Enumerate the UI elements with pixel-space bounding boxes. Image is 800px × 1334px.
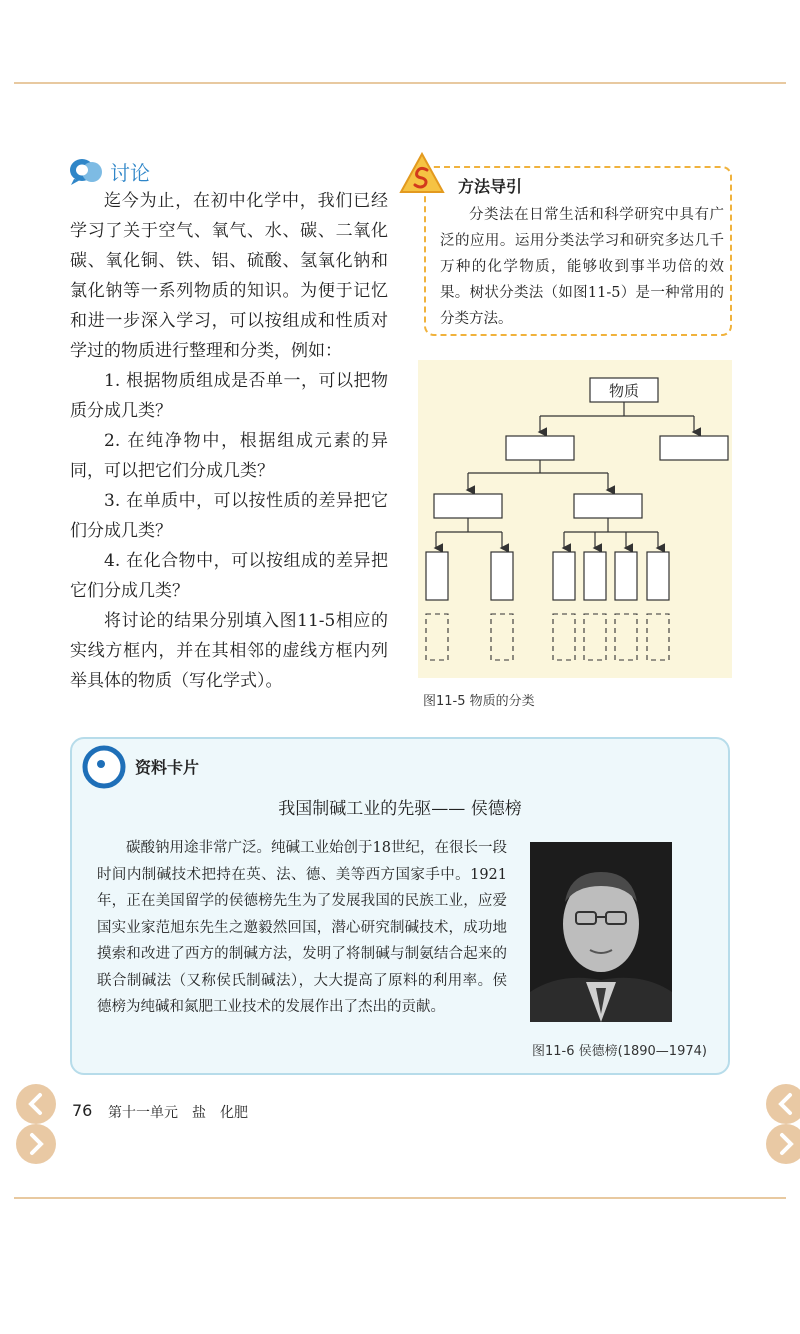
discussion-icon <box>68 155 104 187</box>
next-page-button[interactable] <box>760 1082 800 1166</box>
example-box <box>491 614 513 660</box>
bottom-divider <box>14 1197 786 1199</box>
leaf-box <box>553 552 575 600</box>
unit-topic-salt: 盐 <box>192 1105 206 1121</box>
leaf-box <box>426 552 448 600</box>
discussion-text <box>70 186 388 696</box>
question-1: 1. 根据物质组成是否单一，可以把物质分成几类？ <box>70 371 388 421</box>
example-box <box>426 614 448 660</box>
unit-topic-fertilizer: 化肥 <box>220 1105 248 1121</box>
question-4: 4. 在化合物中，可以按组成的差异把它们分成几类？ <box>70 551 388 601</box>
leaf-box <box>647 552 669 600</box>
leaf-box <box>491 552 513 600</box>
discussion-instruction: 将讨论的结果分别填入图11-5相应的实线方框内，并在其相邻的虚线方框内列举具体的物质（写化学式）。 <box>70 611 388 691</box>
question-2: 2. 在纯净物中，根据组成元素的异同，可以把它们分成几类？ <box>70 431 388 481</box>
discussion-header <box>68 153 150 189</box>
portrait-photo <box>530 842 672 1022</box>
method-guide-title: 方法导引 <box>458 177 523 196</box>
leaf-box <box>615 552 637 600</box>
method-guide-icon <box>398 150 446 198</box>
info-card-label: 资料卡片 <box>135 758 200 777</box>
unit-title <box>108 1102 262 1122</box>
level1-box-left <box>506 436 574 460</box>
unit-label: 第十一单元 <box>108 1105 178 1121</box>
question-3: 3. 在单质中，可以按性质的差异把它们分成几类？ <box>70 491 388 541</box>
level1-box-right <box>660 436 728 460</box>
figure-11-6-caption: 图11-6 侯德榜(1890—1974) <box>532 1044 707 1059</box>
portrait-image <box>530 842 672 1022</box>
info-card-text: 碳酸钠用途非常广泛。纯碱工业始创于18世纪，在很长一段时间内制碱技术把持在英、法、德、美等西方国家手中。1921年，正在美国留学的侯德榜先生为了发展我国的民族工业，应爱国实业家范旭东先生之邀毅然回国，潜心研究制碱技术，成功地摸索和改进了西方的制碱方法，发明了将制碱与制氨结合起来的联合制碱法（又称侯氏制碱法），大大提高了原料的利用率。侯德榜为纯碱和氮肥工业技术的发展作出了杰出的贡献。 <box>97 840 507 1015</box>
level2-box-left <box>434 494 502 518</box>
info-card-title: 我国制碱工业的先驱—— 侯德榜 <box>278 799 522 819</box>
method-guide-text: 分类法在日常生活和科学研究中具有广泛的应用。运用分类法学习和研究多达几千万种的化学物质，能够收到事半功倍的效果。树状分类法（如图11-5）是一种常用的分类方法。 <box>440 207 724 327</box>
tree-diagram <box>418 360 732 678</box>
root-label: 物质 <box>608 382 640 400</box>
example-box <box>615 614 637 660</box>
leaf-box <box>584 552 606 600</box>
example-box <box>584 614 606 660</box>
classification-diagram <box>418 360 732 678</box>
top-divider <box>14 82 786 84</box>
example-box <box>647 614 669 660</box>
example-box <box>553 614 575 660</box>
discussion-title: 讨论 <box>110 160 150 185</box>
figure-11-5-caption: 图11-5 物质的分类 <box>423 694 535 709</box>
prev-page-button[interactable] <box>10 1082 62 1166</box>
info-card-icon <box>82 745 126 789</box>
discussion-intro: 迄今为止，在初中化学中，我们已经学习了关于空气、氧气、水、碳、二氧化碳、氧化铜、铁、铝、硫酸、氢氧化钠和氯化钠等一系列物质的知识。为便于记忆和进一步深入学习，可以按组成和性质对学过的物质进行整理和分类，例如： <box>70 191 388 361</box>
page-number: 76 <box>72 1101 93 1120</box>
level2-box-right <box>574 494 642 518</box>
